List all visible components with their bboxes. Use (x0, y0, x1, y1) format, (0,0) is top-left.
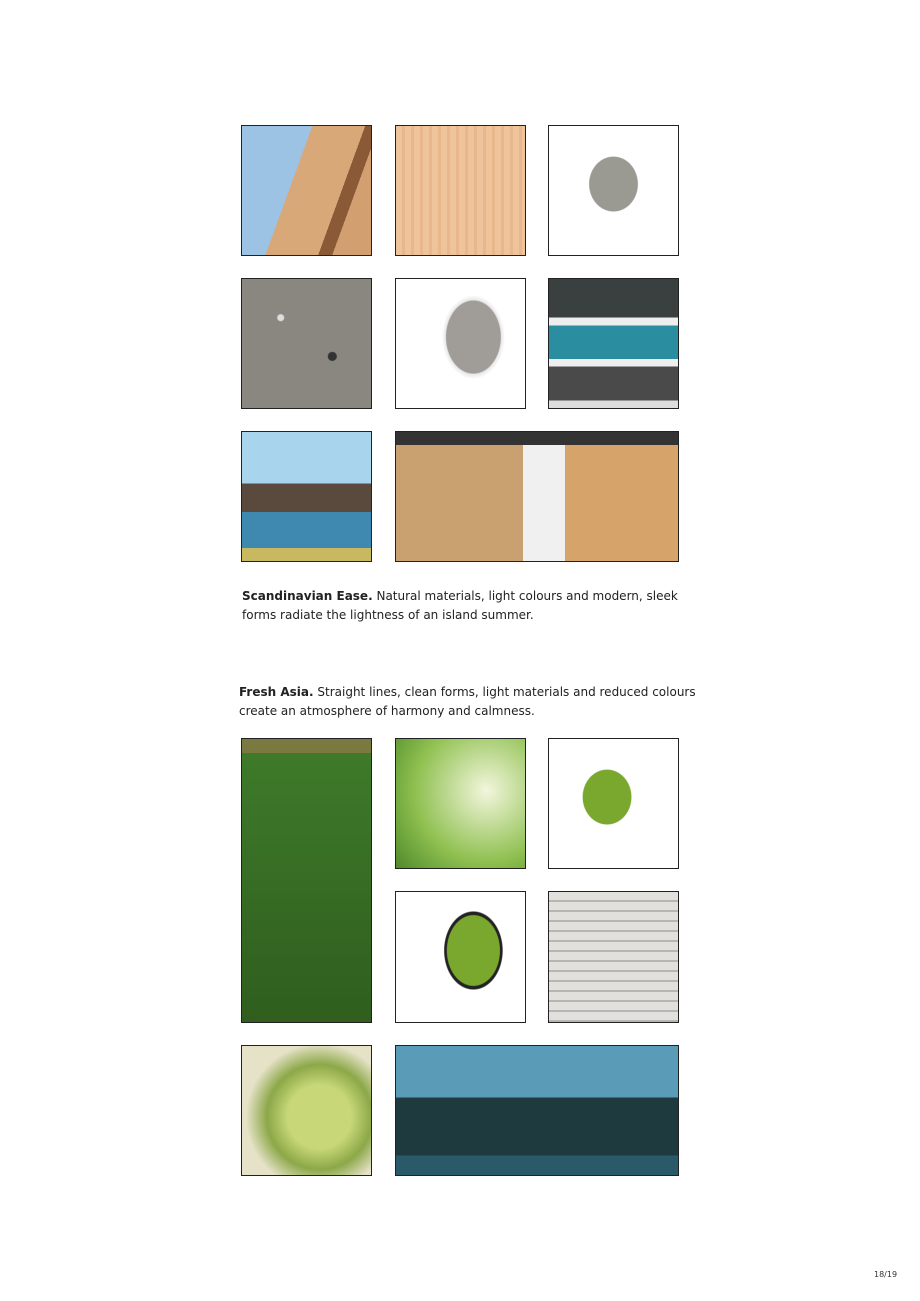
photo-rocky-lake (241, 431, 372, 562)
photo-grey-chair (548, 125, 679, 256)
photo-wood-texture (395, 125, 526, 256)
photo-bamboo-leaves (395, 738, 526, 869)
page-number: 18/19 (874, 1270, 898, 1279)
photo-stacked-books (548, 278, 679, 409)
photo-chair-back-white (395, 278, 526, 409)
photo-green-chair-back (395, 891, 526, 1023)
photo-moss-stepping-stones (241, 738, 372, 1023)
photo-green-tea (241, 1045, 372, 1176)
caption-text: Straight lines, clean forms, light materials and reduced colours create an atmosphere of harmony and calmness. (239, 685, 696, 718)
caption-title: Scandinavian Ease. (242, 589, 373, 603)
photo-wooden-building (241, 125, 372, 256)
caption-fresh-asia (239, 683, 699, 721)
photo-interior-office (395, 431, 679, 562)
caption-title: Fresh Asia. (239, 685, 314, 699)
photo-modern-house-night (395, 1045, 679, 1176)
photo-stone-wall (548, 891, 679, 1023)
photo-terrazzo-stone (241, 278, 372, 409)
caption-text: Natural materials, light colours and modern, sleek forms radiate the lightness of an island summer. (242, 589, 678, 622)
photo-green-chair (548, 738, 679, 869)
caption-scandinavian-ease (242, 587, 702, 625)
